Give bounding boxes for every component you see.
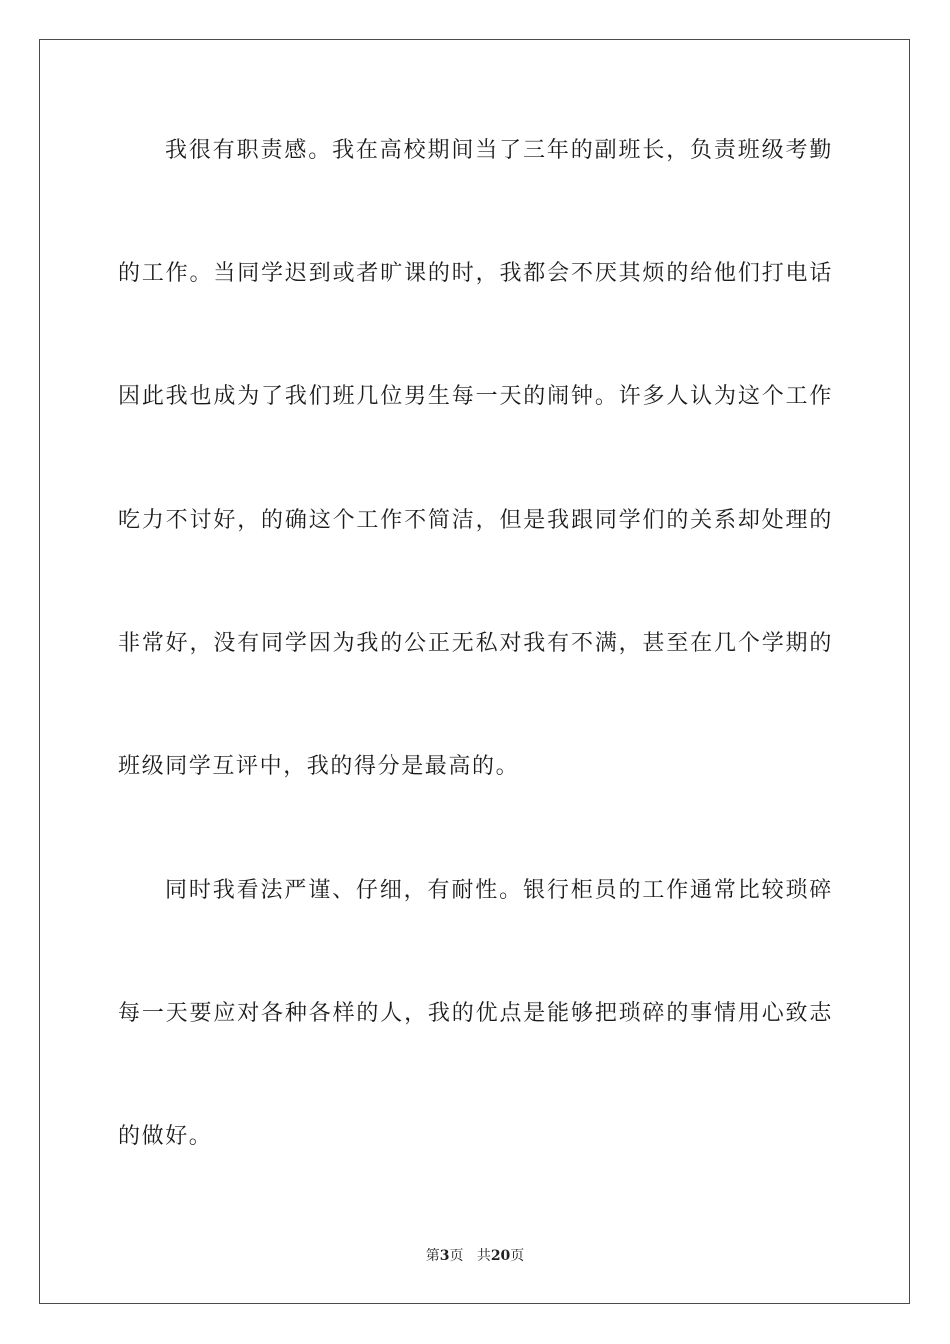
paragraph-1-line-2: 的工作。当同学迟到或者旷课的时，我都会不厌其烦的给他们打电话 <box>118 261 833 286</box>
total-page-count: 20 <box>490 1248 511 1264</box>
paragraph-2-line-2: 每一天要应对各种各样的人，我的优点是能够把琐碎的事情用心致志 <box>118 1001 833 1026</box>
paragraph-1-line-4: 吃力不讨好，的确这个工作不简洁，但是我跟同学们的关系却处理的 <box>118 508 833 533</box>
paragraph-2-line-1: 同时我看法严谨、仔细，有耐性。银行柜员的工作通常比较琐碎 <box>165 878 833 903</box>
page-prefix: 第 <box>425 1248 440 1264</box>
page-suffix: 页 <box>449 1248 464 1264</box>
total-prefix: 共 <box>476 1248 491 1264</box>
page-number-footer <box>0 1247 950 1265</box>
total-suffix: 页 <box>510 1248 525 1264</box>
page-border <box>39 39 910 1304</box>
paragraph-1-line-5: 非常好，没有同学因为我的公正无私对我有不满，甚至在几个学期的 <box>118 631 833 656</box>
paragraph-1-line-6: 班级同学互评中，我的得分是最高的。 <box>118 754 520 779</box>
paragraph-1-line-3: 因此我也成为了我们班几位男生每一天的闹钟。许多人认为这个工作 <box>118 384 833 409</box>
paragraph-2-line-3: 的做好。 <box>118 1124 213 1149</box>
current-page-number: 3 <box>439 1248 450 1264</box>
paragraph-1-line-1: 我很有职责感。我在高校期间当了三年的副班长，负责班级考勤 <box>165 138 833 163</box>
